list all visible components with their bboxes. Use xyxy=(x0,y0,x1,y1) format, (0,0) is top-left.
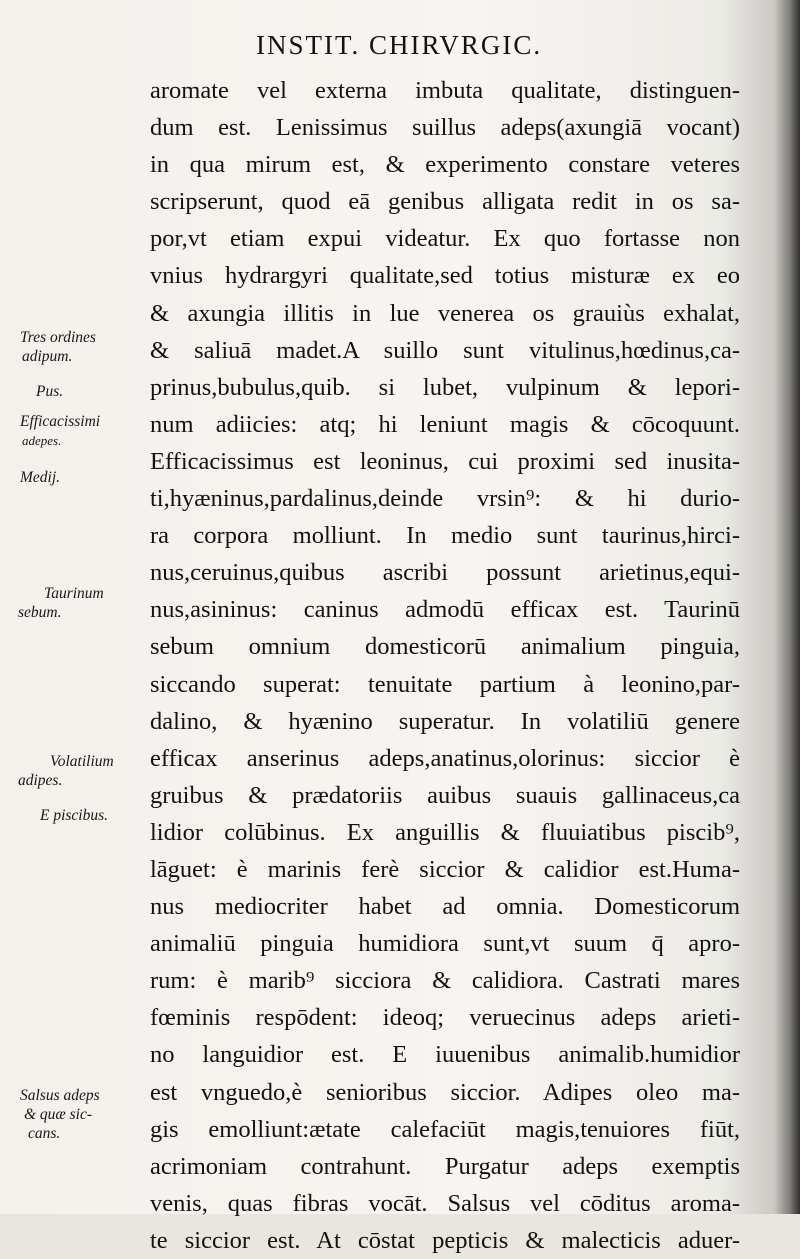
text-line: efficax anserinus adeps,anatinus,olorinus: siccior è xyxy=(150,744,740,772)
text-line: prinus,bubulus,quib. si lubet, vulpinum & lepori- xyxy=(150,373,740,401)
margin-note-line: cans. xyxy=(28,1125,61,1142)
text-line: nus,ceruinus,quibus ascribi possunt arietinus,equi- xyxy=(150,559,740,587)
text-line: nus,asininus: caninus admodū efficax est. Taurinū xyxy=(150,596,740,624)
text-line: venis, quas fibras vocāt. Salsus vel cōditus aroma- xyxy=(150,1189,740,1217)
margin-note-line: Pus. xyxy=(36,383,64,400)
text-line: rum: è marib⁹ sicciora & calidiora. Castrati mares xyxy=(150,967,740,995)
text-line: ti,hyæninus,pardalinus,deinde vrsin⁹: & hi durio- xyxy=(150,485,740,513)
text-line: lāguet: è marinis ferè siccior & calidior est.Huma- xyxy=(150,855,740,883)
text-line: acrimoniam contrahunt. Purgatur adeps exemptis xyxy=(150,1152,740,1180)
text-line: ra corpora molliunt. In medio sunt taurinus,hirci- xyxy=(150,522,740,550)
body-text xyxy=(150,72,740,1259)
text-line: in qua mirum est, & experimento constare veteres xyxy=(150,151,740,179)
margin-note-line: & quæ sic- xyxy=(24,1106,93,1123)
text-line: aromate vel externa imbuta qualitate, distinguen- xyxy=(150,77,740,104)
text-line: te siccior est. At cōstat pepticis & malecticis aduer- xyxy=(150,1226,740,1254)
margin-note-tres-ordines xyxy=(20,328,96,366)
margin-note-pus xyxy=(36,382,63,401)
text-line: est vnguedo,è senioribus siccior. Adipes oleo ma- xyxy=(150,1078,740,1106)
margin-note-line: Efficacissimi xyxy=(20,413,101,430)
margin-note-line: sebum. xyxy=(18,604,62,621)
text-line: nus mediocriter habet ad omnia. Domesticorum xyxy=(150,893,740,921)
margin-note-e-piscibus xyxy=(40,806,108,825)
running-head: INSTIT. CHIRVRGIC. xyxy=(256,30,543,60)
text-line: num adiicies: atq; hi leniunt magis & cōcoquunt. xyxy=(150,410,740,438)
margin-note-efficacissimi xyxy=(20,412,100,450)
page-edge-shadow xyxy=(774,0,800,1214)
text-line: fœminis respōdent: ideoq; veruecinus adeps arieti- xyxy=(150,1004,740,1032)
text-line: lidior colūbinus. Ex anguillis & fluuiatibus piscib⁹, xyxy=(150,818,740,846)
margin-note-line: Volatilium xyxy=(50,753,114,770)
text-line: sebum omnium domesticorū animalium pinguia, xyxy=(150,633,740,661)
margin-note-line: Medij. xyxy=(20,469,61,486)
margin-note-medij xyxy=(20,468,60,487)
margin-note-line: E piscibus. xyxy=(40,807,109,824)
text-line: gruibus & prædatoriis auibus suauis gallinaceus,ca xyxy=(150,781,740,809)
margin-note-line: adepes. xyxy=(22,433,62,448)
text-line: dum est. Lenissimus suillus adeps(axungiā vocant) xyxy=(150,114,740,142)
text-line: animaliū pinguia humidiora sunt,vt suum q̄ apro- xyxy=(150,930,740,958)
text-line: Efficacissimus est leoninus, cui proximi sed inusita- xyxy=(150,447,740,475)
text-line: vnius hydrargyri qualitate,sed totius misturæ ex eo xyxy=(150,262,740,290)
text-line: & axungia illitis in lue venerea os grauiùs exhalat, xyxy=(150,299,740,327)
text-line: dalino, & hyænino superatur. In volatiliū genere xyxy=(150,707,740,735)
margin-note-salsus-adeps xyxy=(20,1086,100,1143)
text-line: siccando superat: tenuitate partium à leonino,par- xyxy=(150,670,740,698)
margin-note-line: Salsus adeps xyxy=(20,1087,100,1104)
text-line: & saliuā madet.A suillo sunt vitulinus,hœdinus,ca- xyxy=(150,336,740,364)
margin-note-volatilium xyxy=(18,752,114,790)
text-line: scripserunt, quod eā genibus alligata redit in os sa- xyxy=(150,188,740,216)
margin-note-line: Tres ordines xyxy=(20,329,96,346)
text-line: por,vt etiam expui videatur. Ex quo fortasse non xyxy=(150,225,740,253)
text-line: no languidior est. E iuuenibus animalib.humidior xyxy=(150,1041,740,1069)
margin-note-line: Taurinum xyxy=(44,585,104,602)
margin-note-taurinum xyxy=(18,584,104,622)
margin-note-line: adipum. xyxy=(22,348,73,365)
margin-note-line: adipes. xyxy=(18,772,63,789)
text-line: gis emolliunt:ætate calefaciūt magis,tenuiores fiūt, xyxy=(150,1115,740,1143)
